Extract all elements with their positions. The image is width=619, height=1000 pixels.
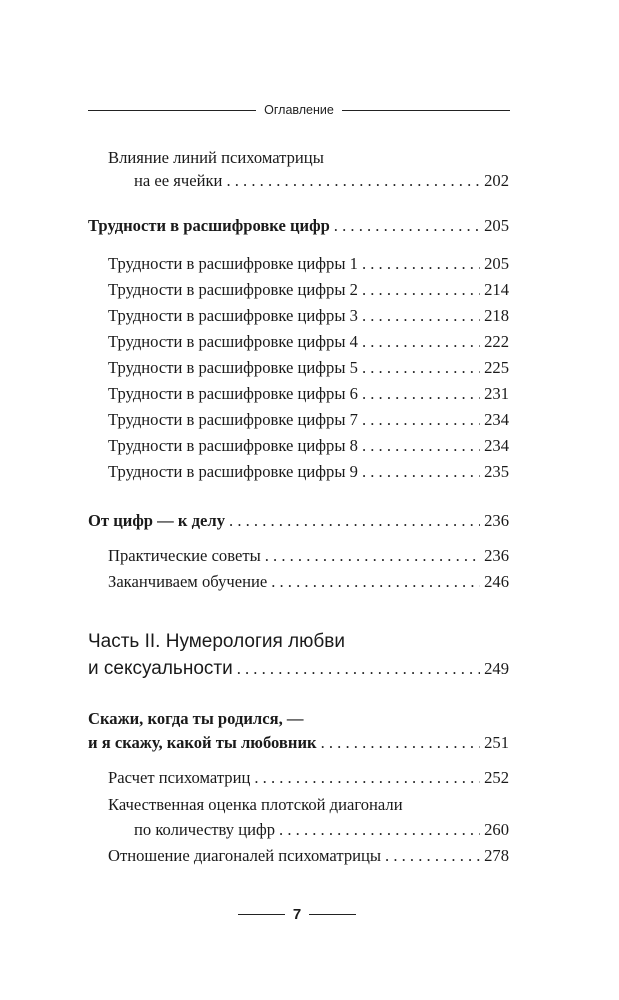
dot-leader <box>226 171 480 191</box>
dot-leader <box>362 254 480 274</box>
dot-leader <box>321 733 481 753</box>
toc-page-number: 246 <box>484 572 509 591</box>
toc-entry-digit-8[interactable] <box>108 436 509 456</box>
toc-heading-tell-me[interactable] <box>88 733 509 753</box>
toc-entry-text: Практические советы <box>108 546 261 565</box>
toc-entry-text: Трудности в расшифровке цифры 7 <box>108 410 358 429</box>
toc-quality-line1: Качественная оценка плотской диагонали <box>108 795 403 814</box>
toc-page-number: 249 <box>484 659 509 678</box>
toc-entry-text: Трудности в расшифровке цифры 6 <box>108 384 358 403</box>
toc-heading-difficulties[interactable] <box>88 216 509 236</box>
dot-leader <box>254 768 480 788</box>
dot-leader <box>385 846 480 866</box>
toc-entry-finishing-training[interactable] <box>108 572 509 592</box>
toc-entry-text: Трудности в расшифровке цифры 5 <box>108 358 358 377</box>
toc-entry-text: Трудности в расшифровке цифры 4 <box>108 332 358 351</box>
toc-page-number: 234 <box>484 436 509 455</box>
dot-leader <box>271 572 480 592</box>
toc-part2[interactable] <box>88 657 509 681</box>
toc-page-number: 251 <box>484 733 509 752</box>
toc-page-number: 222 <box>484 332 509 351</box>
toc-page-number: 231 <box>484 384 509 403</box>
toc-entry-diagonals[interactable] <box>108 846 509 866</box>
dot-leader <box>362 332 480 352</box>
toc-entry-text: на ее ячейки <box>134 171 223 190</box>
toc-entry-influence[interactable] <box>134 171 509 191</box>
toc-page-number: 205 <box>484 254 509 273</box>
toc-entry-digit-5[interactable] <box>108 358 509 378</box>
header-rule-right <box>342 110 510 111</box>
toc-page-number: 234 <box>484 410 509 429</box>
toc-entry-digit-7[interactable] <box>108 410 509 430</box>
toc-entry-quality[interactable] <box>134 820 509 840</box>
toc-entry-text: Трудности в расшифровке цифры 9 <box>108 462 358 481</box>
dot-leader <box>362 306 480 326</box>
toc-entry-digit-4[interactable] <box>108 332 509 352</box>
toc-entry-psychomatrix-calc[interactable] <box>108 768 509 788</box>
toc-page-number: 225 <box>484 358 509 377</box>
toc-entry-text: Расчет психоматриц <box>108 768 251 787</box>
toc-entry-digit-2[interactable] <box>108 280 509 300</box>
toc-page-number: 214 <box>484 280 509 299</box>
toc-entry-digit-9[interactable] <box>108 462 509 482</box>
dot-leader <box>362 410 480 430</box>
toc-entry-influence-line1: Влияние линий психоматрицы <box>108 148 324 167</box>
dot-leader <box>237 659 480 679</box>
toc-entry-text: Отношение диагоналей психоматрицы <box>108 846 382 865</box>
toc-page-number: 205 <box>484 216 509 235</box>
dot-leader <box>362 436 480 456</box>
toc-entry-text: по количеству цифр <box>134 820 276 839</box>
toc-tell-line1: Скажи, когда ты родился, — <box>88 709 304 728</box>
toc-entry-text: и я скажу, какой ты любовник <box>88 733 317 752</box>
toc-page-number: 235 <box>484 462 509 481</box>
running-header <box>88 100 510 120</box>
dot-leader <box>265 546 480 566</box>
toc-entry-text: От цифр — к делу <box>88 511 226 530</box>
toc-entry-text: Трудности в расшифровке цифры 1 <box>108 254 358 273</box>
toc-entry-text: Заканчиваем обучение <box>108 572 268 591</box>
toc-entry-digit-6[interactable] <box>108 384 509 404</box>
page-footer <box>238 902 356 926</box>
footer-rule-left <box>238 914 285 915</box>
dot-leader <box>229 511 480 531</box>
toc-page-number: 218 <box>484 306 509 325</box>
dot-leader <box>362 462 480 482</box>
dot-leader <box>362 384 480 404</box>
header-rule-left <box>88 110 256 111</box>
toc-entry-text: и сексуальности <box>88 658 233 679</box>
toc-heading-from-numbers[interactable] <box>88 511 509 531</box>
toc-entry-digit-3[interactable] <box>108 306 509 326</box>
toc-page-number: 260 <box>484 820 509 839</box>
toc-entry-text: Трудности в расшифровке цифры 8 <box>108 436 358 455</box>
dot-leader <box>334 216 480 236</box>
toc-page-number: 236 <box>484 546 509 565</box>
toc-page-number: 202 <box>484 171 509 190</box>
toc-part2-line1: Часть II. Нумерология любви <box>88 631 345 652</box>
toc-page-number: 236 <box>484 511 509 530</box>
toc-entry-practical-tips[interactable] <box>108 546 509 566</box>
toc-entry-text: Трудности в расшифровке цифры 2 <box>108 280 358 299</box>
toc-entry-text: Трудности в расшифровке цифры 3 <box>108 306 358 325</box>
dot-leader <box>362 280 480 300</box>
toc-entry-digit-1[interactable] <box>108 254 509 274</box>
toc-page-number: 278 <box>484 846 509 865</box>
dot-leader <box>362 358 480 378</box>
toc-entry-text: Трудности в расшифровке цифр <box>88 216 330 235</box>
header-title: Оглавление <box>264 103 334 117</box>
dot-leader <box>279 820 480 840</box>
footer-rule-right <box>309 914 356 915</box>
page-number: 7 <box>292 905 302 923</box>
toc-page-number: 252 <box>484 768 509 787</box>
